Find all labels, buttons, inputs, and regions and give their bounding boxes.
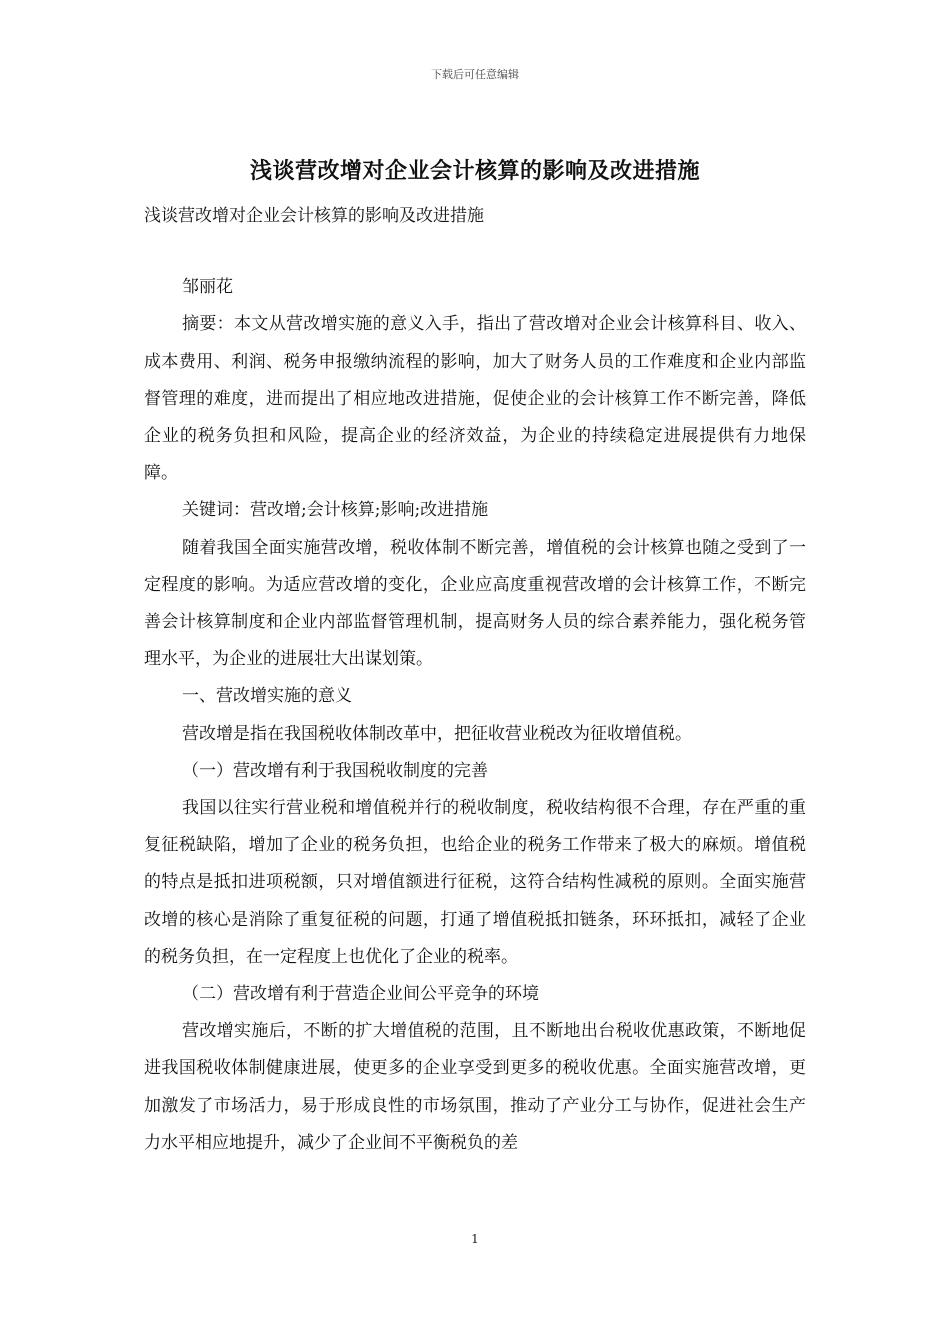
- abstract: 摘要：本文从营改增实施的意义入手，指出了营改增对企业会计核算科目、收入、成本费用、利润、税务申报缴纳流程的影响，加大了财务人员的工作难度和企业内部监督管理的难度，进而提出了相应地改进措施，促使企业的会计核算工作不断完善，降低企业的税务负担和风险，提高企业的经济效益，为企业的持续稳定进展提供有力地保障。: [144, 314, 806, 484]
- intro-paragraph: 随着我国全面实施营改增，税收体制不断完善，增值税的会计核算也随之受到了一定程度的影响。为适应营改增的变化，企业应高度重视营改增的会计核算工作，不断完善会计核算制度和企业内部监督管理机制，提高财务人员的综合素养能力，强化税务管理水平，为企业的进展壮大出谋划策。: [144, 537, 806, 670]
- subsection-heading-2: （二）营改增有利于营造企业间公平竞争的环境: [182, 984, 539, 1005]
- section-heading-1: 一、营改增实施的意义: [182, 686, 352, 707]
- document-title: 浅谈营改增对企业会计核算的影响及改进措施: [249, 158, 700, 184]
- document-body: [144, 198, 806, 1162]
- page-number: 1: [471, 1232, 479, 1246]
- subsection-1-paragraph: 我国以往实行营业税和增值税并行的税收制度，税收结构很不合理，存在严重的重复征税缺陷，增加了企业的税务负担，也给企业的税务工作带来了极大的麻烦。增值税的特点是抵扣进项税额，只对增值额进行征税，这符合结构性减税的原则。全面实施营改增的核心是消除了重复征税的问题，打通了增值税抵扣链条，环环抵扣，减轻了企业的税务负担，在一定程度上也优化了企业的税率。: [144, 798, 806, 967]
- subsection-2-paragraph: 营改增实施后，不断的扩大增值税的范围，且不断地出台税收优惠政策，不断地促进我国税收体制健康进展，使更多的企业享受到更多的税收优惠。全面实施营改增，更加激发了市场活力，易于形成良性的市场氛围，推动了产业分工与协作，促进社会生产力水平相应地提升，减少了企业间不平衡税负的差: [144, 1021, 806, 1153]
- spacer: [144, 235, 806, 269]
- section-1-paragraph: 营改增是指在我国税收体制改革中，把征收营业税改为征收增值税。: [182, 723, 692, 744]
- header-note: 下载后可任意编辑: [431, 68, 519, 81]
- keywords: 关键词：营改增;会计核算;影响;改进措施: [182, 500, 489, 521]
- subtitle: 浅谈营改增对企业会计核算的影响及改进措施: [144, 206, 484, 226]
- author: 邹丽花: [182, 277, 233, 298]
- subsection-heading-1: （一）营改增有利于我国税收制度的完善: [182, 760, 488, 781]
